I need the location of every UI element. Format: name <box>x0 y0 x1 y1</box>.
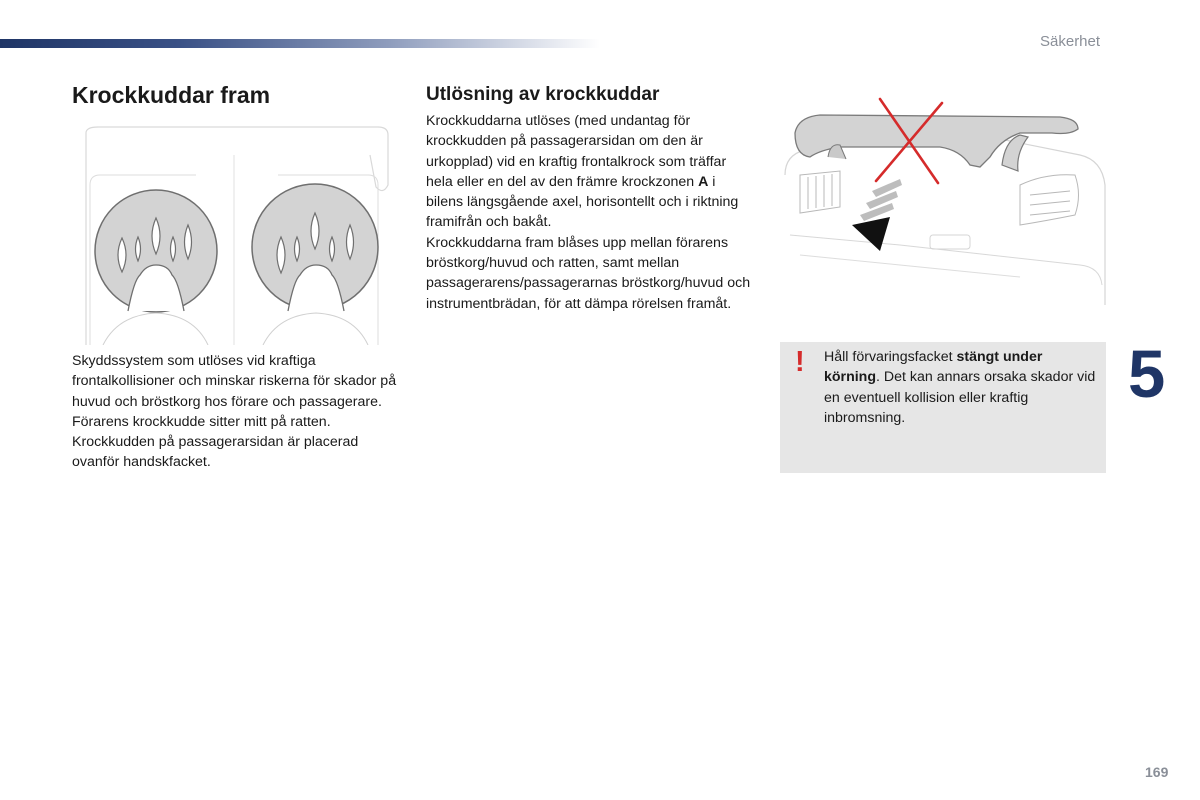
warning-text-1: Håll förvaringsfacket <box>824 349 957 365</box>
warning-text <box>824 347 1102 428</box>
warning-box <box>780 342 1106 473</box>
warning-exclamation-icon: ! <box>795 346 805 378</box>
glovebox-illustration <box>780 95 1108 310</box>
warning-text-2: . Det kan annars orsaka skador vid en eventuell kollision eller kraftig inbromsning. <box>824 369 1096 426</box>
zone-letter: A <box>698 173 709 190</box>
airbag-illustration <box>78 125 390 345</box>
middle-column-text <box>426 111 751 314</box>
header-gradient-bar <box>0 39 600 48</box>
section-heading: Utlösning av krockkuddar <box>426 84 660 105</box>
deployment-text-1: Krockkuddarna utlöses (med undantag för krockkudden på passagerarsidan om den är urkopplad) vid en kraftig frontalkrock som träffar hela eller en del av den främre krockzonen <box>426 113 727 190</box>
driver-airbag-paragraph: Förarens krockkudde sitter mitt på ratten. <box>72 413 331 430</box>
intro-paragraph: Skyddssystem som utlöses vid kraftiga frontalkollisioner och minskar riskerna för skador på huvud och bröstkorg hos förare och passagerare. <box>72 353 397 410</box>
deployment-paragraph <box>426 113 738 230</box>
warning-text-bold: stängt under körning <box>824 349 1043 386</box>
page-number: 169 <box>1145 764 1169 780</box>
passenger-airbag-paragraph: Krockkudden på passagerarsidan är placerad ovanför handskfacket. <box>72 434 359 471</box>
inflation-paragraph: Krockkuddarna fram blåses upp mellan förarens bröstkorg/huvud och ratten, samt mellan passagerarens/passagerarnas bröstkorg/huvud och instrumentbrädan, för att dämpa rörelsen framåt. <box>426 234 751 312</box>
chapter-number: 5 <box>1128 337 1166 412</box>
section-label: Säkerhet <box>1040 33 1101 50</box>
page-title: Krockkuddar fram <box>72 82 271 108</box>
deployment-text-2: i bilens längsgående axel, horisontellt och i riktning framifrån och bakåt. <box>426 173 739 231</box>
left-column-text <box>72 351 402 473</box>
